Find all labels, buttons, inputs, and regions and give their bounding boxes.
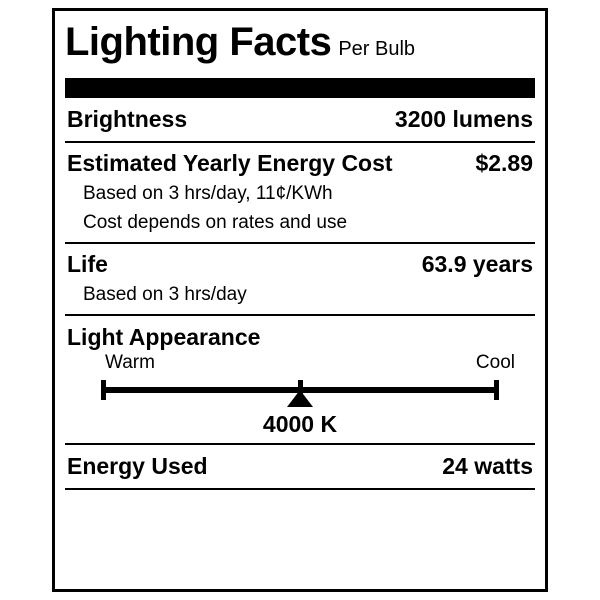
section-life [63,244,537,314]
scale-pointer-triangle-icon [287,390,313,407]
scale-tick-right [494,380,499,400]
energy-cost-note-basis: Based on 3 hrs/day, 11¢/KWh [83,183,333,204]
light-appearance-label: Light Appearance [67,324,261,350]
energy-used-row [63,454,537,479]
appearance-scale [101,378,499,408]
title-divider-bar [65,78,535,96]
life-value: 63.9 years [421,251,533,277]
label-bottom-space [63,490,537,550]
scale-label-cool: Cool [475,352,515,373]
scale-tick-left [101,380,106,400]
life-note-basis: Based on 3 hrs/day [83,284,247,305]
energy-cost-row [63,151,537,176]
title-main-text: Lighting Facts [65,20,332,64]
brightness-value: 3200 lumens [394,106,533,132]
label-title [63,19,537,72]
color-temperature-value: 4000 K [262,411,338,437]
scale-label-warm: Warm [105,352,155,373]
section-energy-used [63,445,537,488]
energy-cost-label: Estimated Yearly Energy Cost [67,150,393,176]
section-energy-cost [63,143,537,242]
energy-used-label: Energy Used [67,453,208,479]
lighting-facts-label [52,8,548,592]
section-brightness [63,98,537,141]
title-sub-text: Per Bulb [338,38,416,60]
section-light-appearance [63,316,537,443]
brightness-label: Brightness [67,106,188,132]
energy-used-value: 24 watts [442,453,533,479]
label-content [63,17,537,550]
appearance-scale-labels [63,350,537,374]
brightness-row [63,107,537,132]
life-label: Life [67,251,108,277]
energy-cost-value: $2.89 [475,150,533,176]
life-row [63,252,537,277]
energy-cost-note-rates: Cost depends on rates and use [83,212,348,233]
